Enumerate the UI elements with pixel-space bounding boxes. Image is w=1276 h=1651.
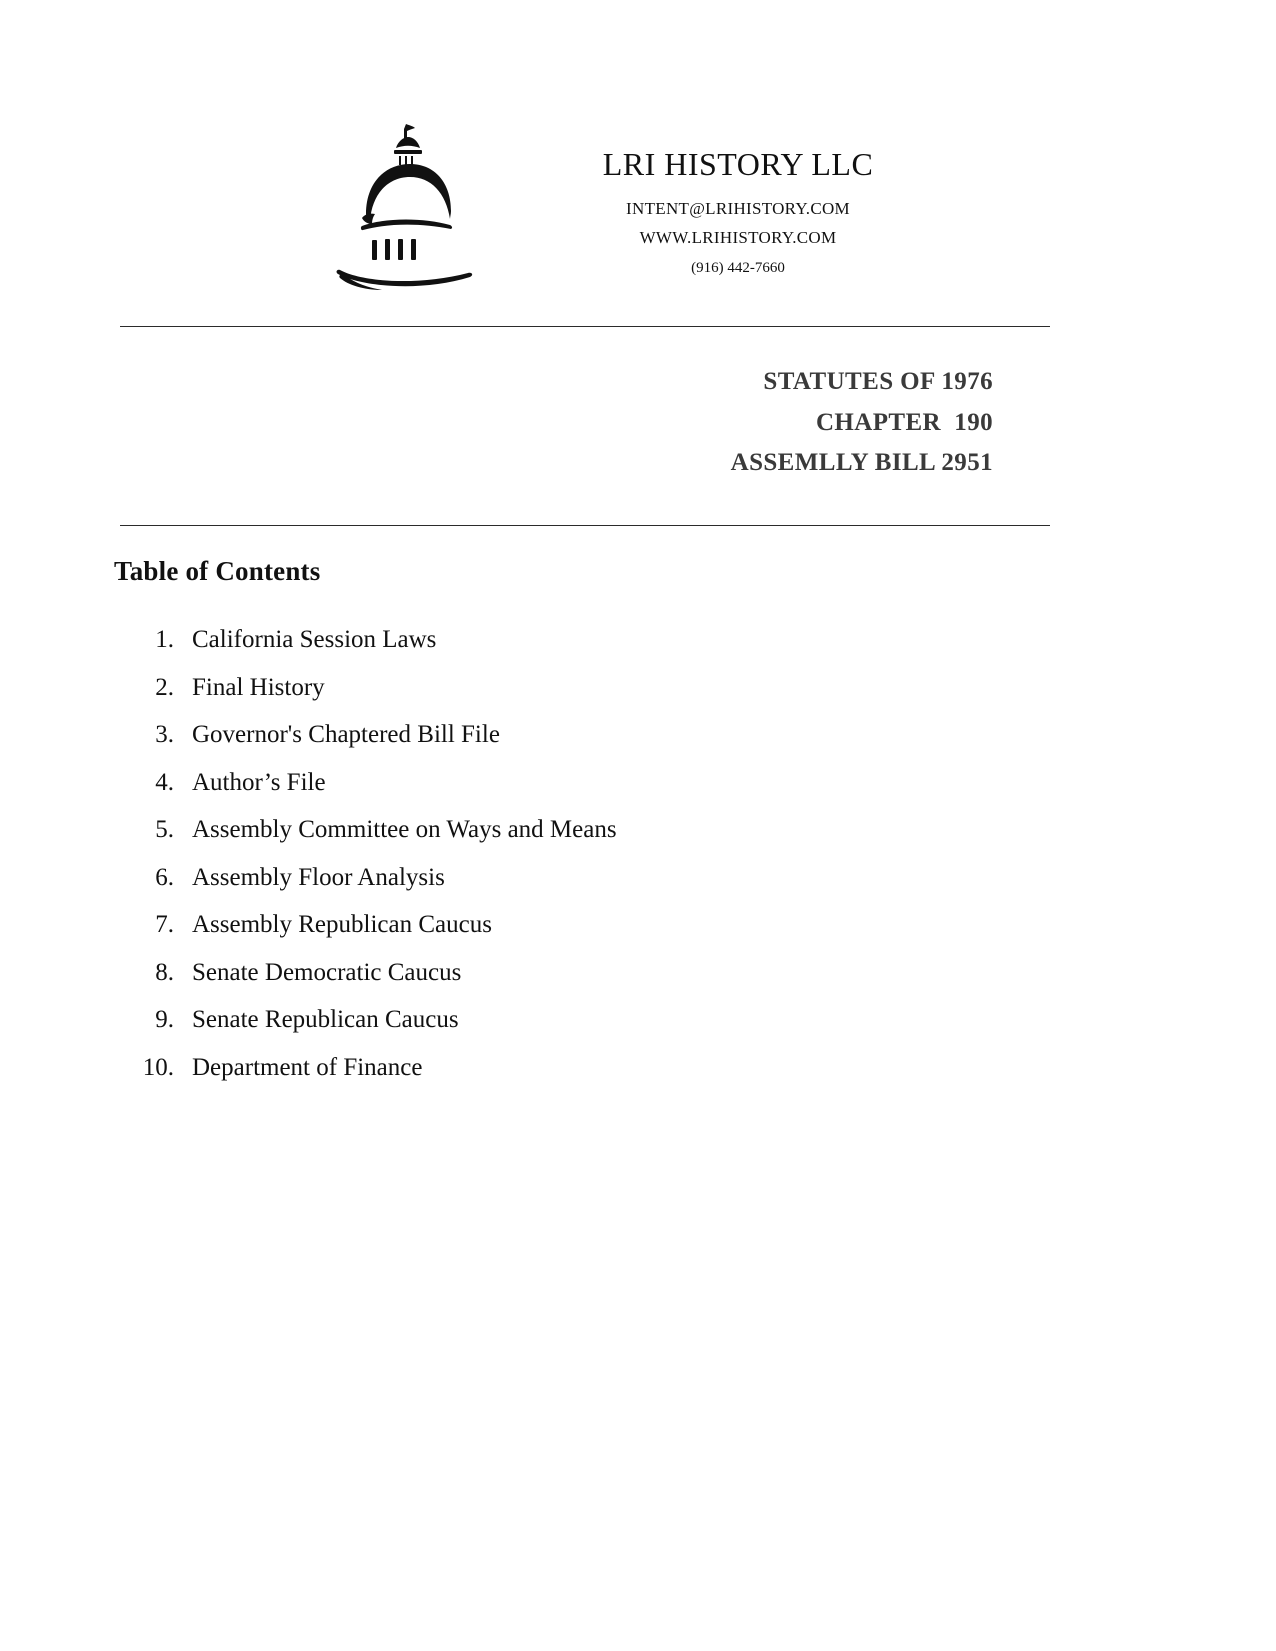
list-item[interactable] [128,1044,928,1092]
list-item-label: Assembly Floor Analysis [192,863,445,891]
list-item[interactable] [128,949,928,997]
table-of-contents-list [128,616,928,1091]
list-item-number: 2. [155,673,174,701]
page-title: Table of Contents [114,556,321,586]
list-item-number: 5. [155,816,174,843]
list-item-number: 1. [155,626,174,653]
statutes-year: STATUTES OF 1976 [763,368,993,395]
header-divider-bottom [120,525,1050,526]
list-item[interactable] [128,806,928,854]
list-item-label: Assembly Republican Caucus [192,911,492,938]
letterhead [0,118,1276,293]
capitol-dome-logo-icon [328,118,488,293]
chapter-number: CHAPTER 190 [815,408,993,436]
list-item-number: 8. [155,958,174,986]
organization-contact-block [528,118,948,277]
list-item[interactable] [128,616,928,664]
document-title-block [120,362,993,484]
list-item[interactable] [128,664,928,712]
list-item-label: Final History [192,673,325,701]
list-item[interactable] [128,854,928,902]
list-item-number: 3. [155,721,174,748]
list-item-number: 4. [155,768,174,796]
list-item-number: 10. [142,1053,174,1081]
list-item-label: Assembly Committee on Ways and Means [192,816,617,843]
list-item-label: Senate Republican Caucus [192,1006,459,1033]
list-item[interactable] [128,759,928,807]
list-item[interactable] [128,901,928,949]
list-item-label: California Session Laws [192,626,437,653]
organization-name: LRI HISTORY LLC [602,146,874,182]
organization-phone: (916) 442-7660 [691,260,785,276]
bill-number: ASSEMLLY BILL 2951 [730,449,993,476]
list-item-number: 9. [155,1006,174,1033]
list-item-label: Author’s File [192,768,326,796]
organization-website: WWW.LRIHISTORY.COM [639,228,837,247]
list-item-label: Senate Democratic Caucus [192,958,462,986]
list-item-number: 7. [155,911,174,938]
list-item-label: Governor's Chaptered Bill File [192,721,500,748]
list-item-number: 6. [155,863,174,891]
header-divider-top [120,326,1050,327]
list-item[interactable] [128,996,928,1044]
organization-email: INTENT@LRIHISTORY.COM [626,199,850,218]
list-item-label: Department of Finance [192,1053,423,1081]
list-item[interactable] [128,711,928,759]
